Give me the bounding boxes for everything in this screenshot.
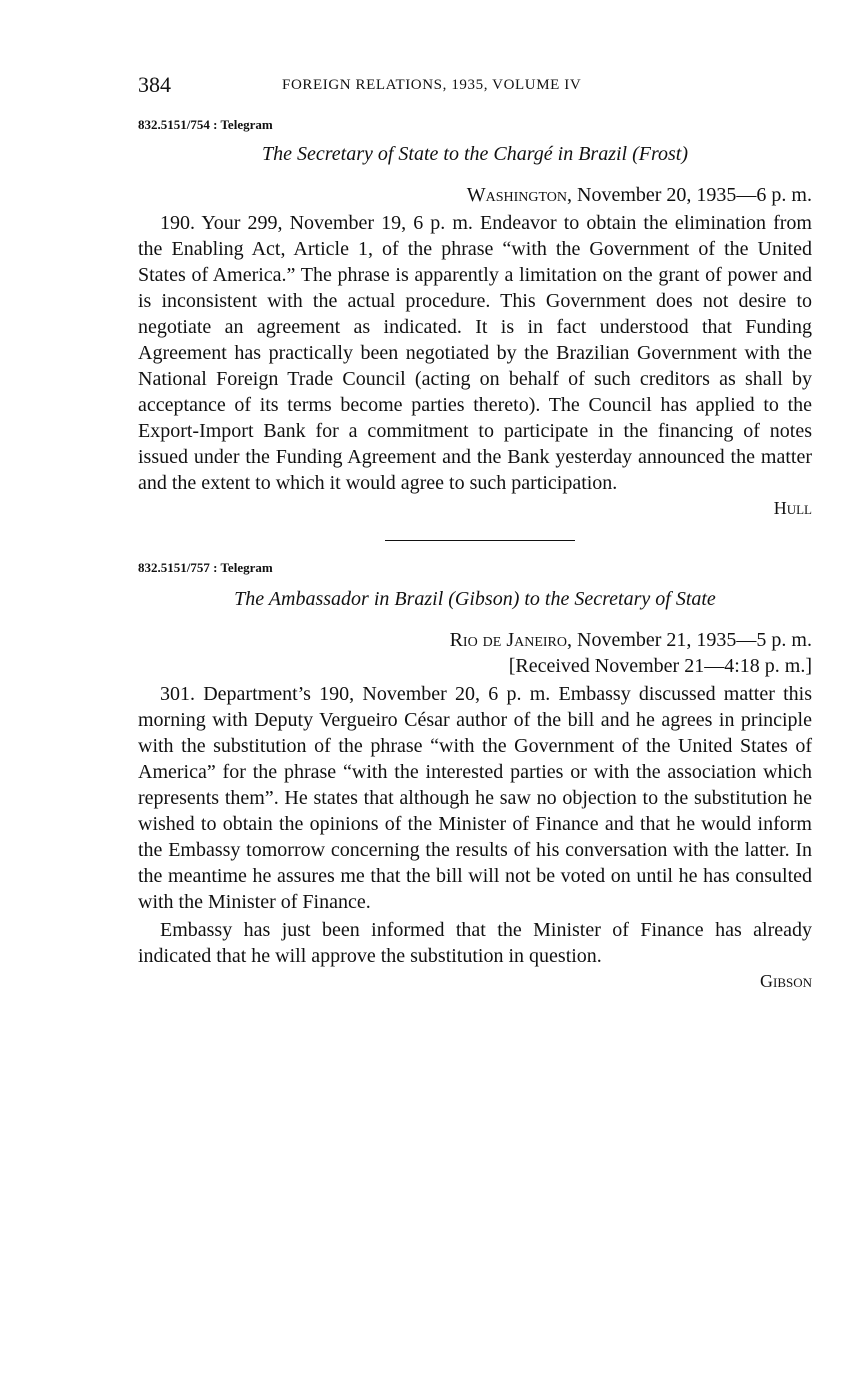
file-reference: 832.5151/757 : Telegram bbox=[138, 560, 273, 575]
dateline-place: Washington bbox=[466, 184, 568, 206]
file-reference: 832.5151/754 : Telegram bbox=[138, 117, 273, 132]
received-note: [Received November 21—4:18 p. m.] bbox=[508, 655, 812, 677]
dateline-date: , November 20, 1935—6 p. m. bbox=[567, 184, 812, 206]
section-divider bbox=[385, 540, 575, 541]
document-title: The Ambassador in Brazil (Gibson) to the Secretary of State bbox=[234, 588, 716, 610]
telegram-entry bbox=[138, 116, 812, 520]
running-header-title: FOREIGN RELATIONS, 1935, VOLUME IV bbox=[282, 77, 582, 93]
dateline-date: , November 21, 1935—5 p. m. bbox=[567, 629, 812, 651]
telegram-entry bbox=[138, 559, 812, 993]
page-number: 384 bbox=[138, 72, 171, 97]
dateline bbox=[138, 182, 812, 208]
dateline-place: Rio de Janeiro bbox=[449, 629, 568, 651]
body-paragraph: Embassy has just been informed that the Minister of Finance has already indicated that he will approve the substitution in question. bbox=[138, 919, 812, 967]
signature: Hull bbox=[773, 498, 812, 518]
dateline bbox=[138, 627, 812, 653]
running-header bbox=[138, 70, 812, 100]
body-paragraph: 190. Your 299, November 19, 6 p. m. Endeavor to obtain the elimination from the Enabling Act, Article 1, of the phrase “with the Government of the United States of America.” The phrase is apparently a limitation on the grant of power and is inconsistent with the actual procedure. This Government does not desire to negotiate an agreement as indicated. It is in fact understood that Funding Agreement has practically been negotiated by the Brazilian Government with the National Foreign Trade Council (acting on behalf of such creditors as shall by acceptance of its terms become parties thereto). The Council has applied to the Export-Import Bank for a commitment to participate in the financing of notes issued under the Funding Agreement and the Bank yesterday announced the matter and the extent to which it would agree to such participation. bbox=[138, 212, 812, 494]
signature: Gibson bbox=[759, 971, 812, 991]
body-paragraph: 301. Department’s 190, November 20, 6 p. m. Embassy discussed matter this morning with Deputy Vergueiro César author of the bill and he agrees in principle with the substitution of the phrase “with the Government of the United States of America” for the phrase “with the interested parties or with the association which represents them”. He states that although he saw no objection to the substitution he wished to obtain the opinions of the Minister of Finance and that he would inform the Embassy tomorrow concerning the results of his conversation with the latter. In the meantime he assures me that the bill will not be voted on until he has consulted with the Minister of Finance. bbox=[138, 683, 812, 913]
document-page bbox=[138, 70, 812, 993]
document-title: The Secretary of State to the Chargé in Brazil (Frost) bbox=[261, 143, 689, 165]
